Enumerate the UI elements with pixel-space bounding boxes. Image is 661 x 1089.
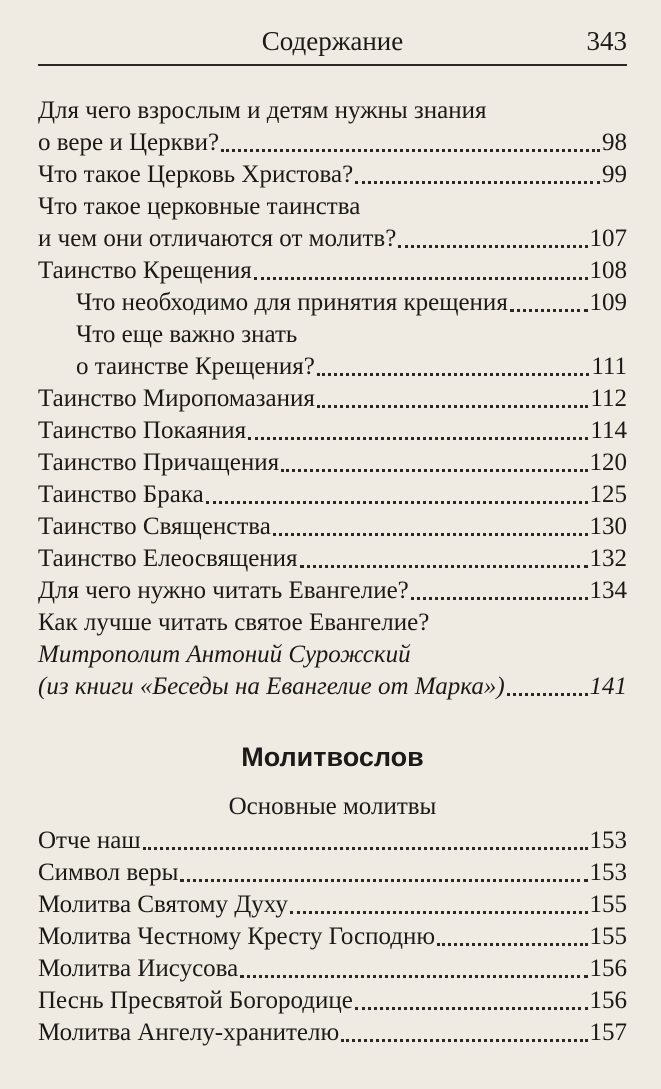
toc-entry-page: 130 — [589, 513, 627, 540]
toc-entry-line — [38, 511, 627, 543]
dot-leader — [317, 367, 590, 376]
toc-entry-line — [38, 1017, 627, 1049]
toc-entry-title: Таинство Крещения — [38, 257, 252, 284]
dot-leader — [206, 495, 588, 504]
toc-entry-line — [38, 415, 627, 447]
toc-entry-title: Что необходимо для принятия крещения — [76, 289, 508, 316]
toc-entry-line — [38, 255, 627, 287]
toc-entry-title: Таинство Миропомазания — [38, 385, 315, 412]
toc-entry-title: Таинство Священства — [38, 513, 271, 540]
running-header — [38, 22, 627, 66]
toc-entry-line — [38, 953, 627, 985]
toc-entry-line — [38, 95, 627, 127]
dot-leader — [437, 937, 587, 946]
toc-entry-title: Что такое Церковь Христова? — [38, 161, 354, 188]
toc-entry-title: Что такое церковные таинства — [38, 193, 361, 220]
toc-entry-page: 141 — [589, 673, 627, 700]
toc-entry-title: Символ веры — [38, 859, 179, 886]
toc-entry-title: Как лучше читать святое Евангелие? — [38, 609, 430, 636]
toc-entry-title: Митрополит Антоний Сурожский — [38, 641, 411, 668]
toc-entry-page: 114 — [590, 417, 627, 444]
toc-entry-line — [38, 825, 627, 857]
toc-entry-page: 153 — [589, 859, 627, 886]
toc-entry-line — [38, 447, 627, 479]
page-number: 343 — [586, 26, 627, 56]
header-title: Содержание — [261, 26, 404, 56]
toc-entry-page: 120 — [589, 449, 627, 476]
subsection-title: Основные молитвы — [228, 793, 437, 820]
toc-entry-page: 155 — [589, 923, 627, 950]
toc-entry-page: 156 — [589, 987, 627, 1014]
dot-leader — [254, 271, 588, 280]
toc-entry-title: Таинство Елеосвящения — [38, 545, 298, 572]
toc-entry-page: 156 — [589, 955, 627, 982]
toc-entry-title: Молитва Иисусова — [38, 955, 239, 982]
toc-entry-line — [38, 889, 627, 921]
toc-entry-title: Что еще важно знать — [76, 321, 298, 348]
toc-entry-title: Для чего нужно читать Евангелие? — [38, 577, 409, 604]
toc-entry-line — [38, 921, 627, 953]
dot-leader — [507, 687, 588, 696]
toc-entry-title: Таинство Причащения — [38, 449, 280, 476]
dot-leader — [248, 431, 588, 440]
section-title: Молитвослов — [241, 742, 424, 772]
toc-entry-page: 157 — [589, 1019, 627, 1046]
toc-entry-page: 98 — [602, 129, 627, 156]
toc-entry-page: 109 — [589, 289, 627, 316]
toc-entry-line — [38, 287, 627, 319]
toc-entry-title: (из книги «Беседы на Евангелие от Марка») — [38, 673, 505, 700]
dot-leader — [411, 591, 588, 600]
toc-entry-page: 99 — [602, 161, 627, 188]
toc-entry-title: Для чего взрослым и детям нужны знания — [38, 97, 487, 124]
dot-leader — [281, 463, 587, 472]
toc-entry-line — [38, 639, 627, 671]
toc-entry-title: Молитва Честному Кресту Господню — [38, 923, 436, 950]
toc-entry-page: 132 — [589, 545, 627, 572]
toc-prayers-list — [38, 825, 627, 1049]
dot-leader — [317, 399, 589, 408]
dot-leader — [355, 1001, 588, 1010]
toc-entry-title: Песнь Пресвятой Богородице — [38, 987, 353, 1014]
toc-entry-line — [38, 351, 627, 383]
toc-entry-line — [38, 223, 627, 255]
toc-entry-line — [38, 575, 627, 607]
toc-entry-page: 155 — [589, 891, 627, 918]
toc-entry-title: Молитва Святому Духу — [38, 891, 288, 918]
toc-entry-line — [38, 159, 627, 191]
toc-entry-line — [38, 543, 627, 575]
toc-entry-line — [38, 857, 627, 889]
toc-entry-page: 108 — [589, 257, 627, 284]
toc-entry-line — [38, 383, 627, 415]
toc-entry-title: о таинстве Крещения? — [76, 353, 315, 380]
dot-leader — [290, 905, 588, 914]
toc-entry-title: о вере и Церкви? — [38, 129, 220, 156]
toc-entry-page: 134 — [589, 577, 627, 604]
dot-leader — [143, 841, 588, 850]
toc-top-list — [38, 95, 627, 703]
dot-leader — [240, 969, 587, 978]
toc-entry-line — [38, 319, 627, 351]
toc-entry-title: Отче наш — [38, 827, 141, 854]
dot-leader — [273, 527, 588, 536]
toc-entry-line — [38, 127, 627, 159]
toc-entry-page: 153 — [589, 827, 627, 854]
toc-entry-title: Таинство Брака — [38, 481, 204, 508]
toc-entry-line — [38, 607, 627, 639]
toc-entry-page: 111 — [591, 353, 627, 380]
dot-leader — [510, 303, 588, 312]
dot-leader — [221, 143, 600, 152]
toc-entry-line — [38, 671, 627, 703]
dot-leader — [398, 239, 587, 248]
toc-entry-title: Молитва Ангелу-хранителю — [38, 1019, 340, 1046]
toc-entry-line — [38, 191, 627, 223]
dot-leader — [180, 873, 587, 882]
dot-leader — [341, 1033, 587, 1042]
toc-entry-title: Таинство Покаяния — [38, 417, 247, 444]
toc-entry-line — [38, 985, 627, 1017]
toc-entry-title: и чем они отличаются от молитв? — [38, 225, 397, 252]
toc-entry-page: 112 — [590, 385, 627, 412]
dot-leader — [300, 559, 588, 568]
toc-entry-page: 125 — [589, 481, 627, 508]
toc-entry-line — [38, 479, 627, 511]
table-of-contents — [38, 95, 627, 1049]
toc-entry-page: 107 — [589, 225, 627, 252]
dot-leader — [355, 175, 600, 184]
